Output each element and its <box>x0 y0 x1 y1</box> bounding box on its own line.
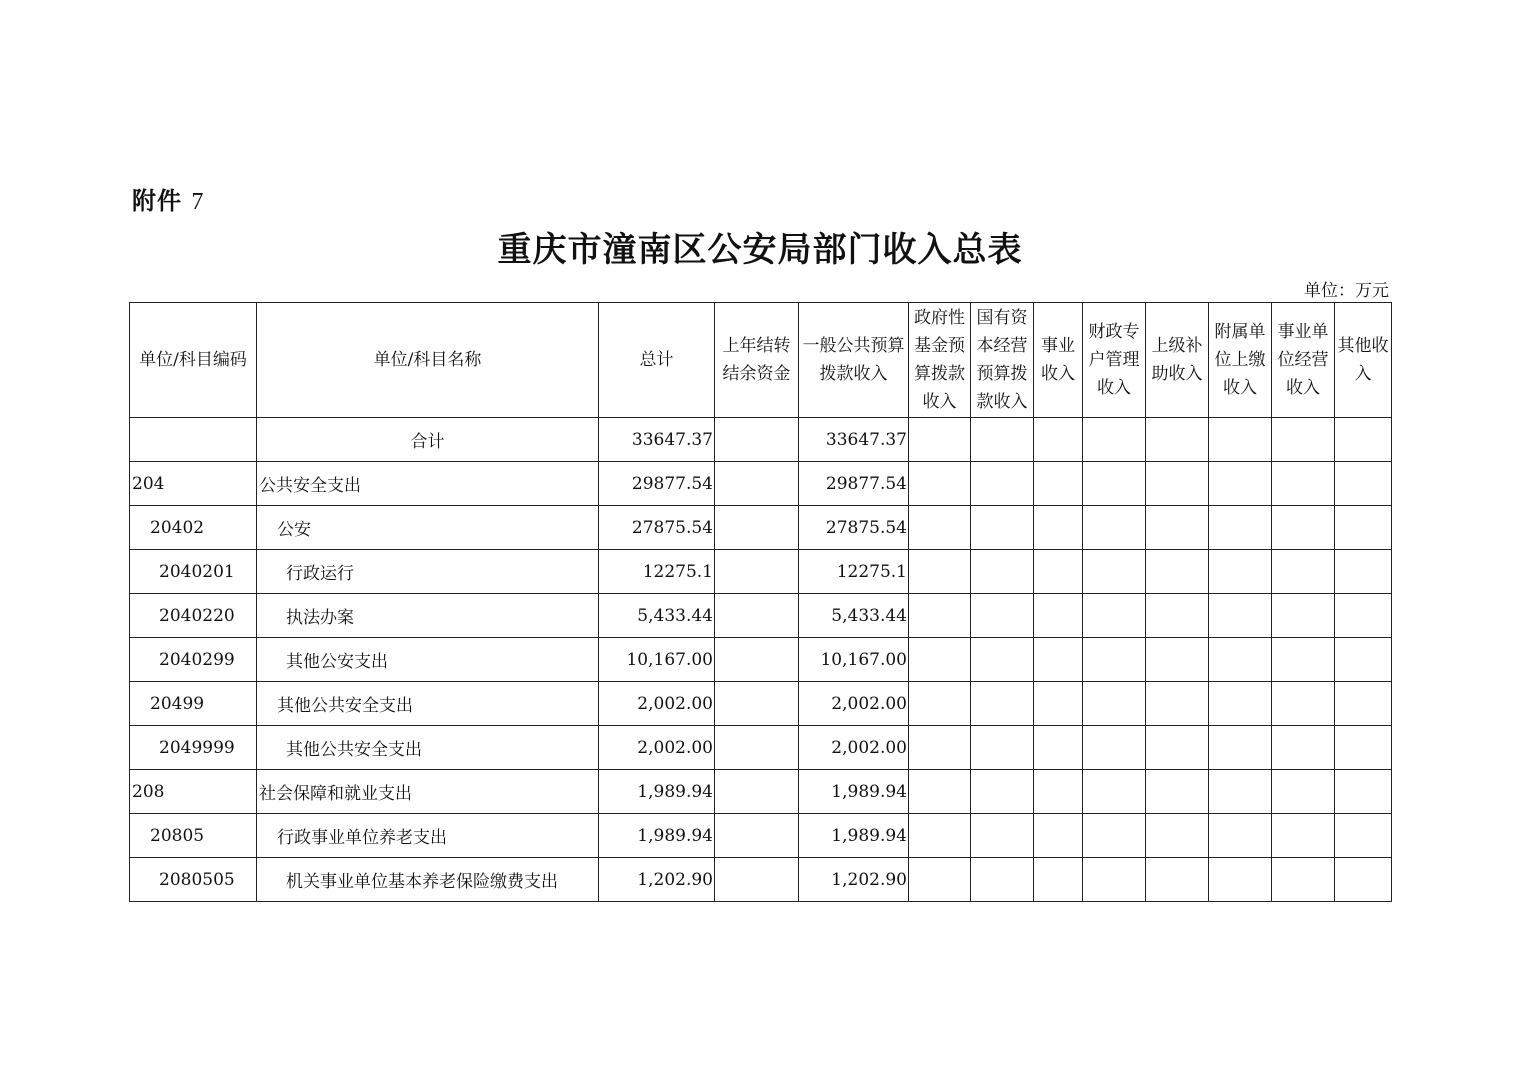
empty-cell <box>1335 418 1392 462</box>
table-row <box>130 858 1392 902</box>
table-row <box>130 594 1392 638</box>
column-header: 事业收入 <box>1034 303 1083 418</box>
row-code: 2080505 <box>130 858 257 902</box>
empty-cell <box>1209 770 1272 814</box>
empty-cell <box>971 550 1034 594</box>
empty-cell <box>1083 418 1146 462</box>
empty-cell <box>1083 726 1146 770</box>
empty-cell <box>1272 506 1335 550</box>
column-header: 总计 <box>599 303 715 418</box>
empty-cell <box>1146 418 1209 462</box>
row-code: 20805 <box>130 814 257 858</box>
empty-cell <box>1146 770 1209 814</box>
empty-cell <box>1146 594 1209 638</box>
table-row <box>130 770 1392 814</box>
column-header: 附属单位上缴收入 <box>1209 303 1272 418</box>
empty-cell <box>971 418 1034 462</box>
attachment-label: 附件 7 <box>132 187 205 215</box>
empty-cell <box>1034 506 1083 550</box>
row-total: 1,202.90 <box>599 858 715 902</box>
empty-cell <box>1034 770 1083 814</box>
empty-cell <box>909 462 971 506</box>
empty-cell <box>909 858 971 902</box>
table-row <box>130 726 1392 770</box>
row-total: 2,002.00 <box>599 726 715 770</box>
row-general: 29877.54 <box>799 462 909 506</box>
empty-cell <box>1034 814 1083 858</box>
empty-cell <box>1146 550 1209 594</box>
empty-cell <box>1335 858 1392 902</box>
empty-cell <box>1034 858 1083 902</box>
row-total: 1,989.94 <box>599 770 715 814</box>
row-code <box>130 418 257 462</box>
row-total: 5,433.44 <box>599 594 715 638</box>
row-carryover <box>715 462 799 506</box>
empty-cell <box>1083 858 1146 902</box>
row-carryover <box>715 814 799 858</box>
row-name: 公共安全支出 <box>257 462 599 506</box>
empty-cell <box>1083 638 1146 682</box>
row-general: 1,989.94 <box>799 770 909 814</box>
empty-cell <box>1083 770 1146 814</box>
empty-cell <box>971 462 1034 506</box>
empty-cell <box>1272 682 1335 726</box>
empty-cell <box>1083 594 1146 638</box>
row-name: 合计 <box>257 418 599 462</box>
empty-cell <box>1146 858 1209 902</box>
empty-cell <box>1209 506 1272 550</box>
empty-cell <box>1034 682 1083 726</box>
empty-cell <box>1209 638 1272 682</box>
table-row <box>130 418 1392 462</box>
row-carryover <box>715 726 799 770</box>
row-code: 20499 <box>130 682 257 726</box>
empty-cell <box>1272 418 1335 462</box>
empty-cell <box>1034 726 1083 770</box>
empty-cell <box>1146 506 1209 550</box>
row-general: 27875.54 <box>799 506 909 550</box>
empty-cell <box>1209 462 1272 506</box>
empty-cell <box>1083 506 1146 550</box>
empty-cell <box>909 550 971 594</box>
empty-cell <box>1146 726 1209 770</box>
empty-cell <box>1034 594 1083 638</box>
empty-cell <box>1335 550 1392 594</box>
empty-cell <box>971 638 1034 682</box>
row-carryover <box>715 550 799 594</box>
empty-cell <box>971 726 1034 770</box>
row-carryover <box>715 682 799 726</box>
row-code: 2040201 <box>130 550 257 594</box>
empty-cell <box>1034 418 1083 462</box>
row-code: 2040299 <box>130 638 257 682</box>
empty-cell <box>1335 814 1392 858</box>
row-name: 执法办案 <box>257 594 599 638</box>
empty-cell <box>971 594 1034 638</box>
empty-cell <box>1272 462 1335 506</box>
row-general: 2,002.00 <box>799 682 909 726</box>
empty-cell <box>971 506 1034 550</box>
row-carryover <box>715 594 799 638</box>
table-row <box>130 638 1392 682</box>
row-general: 5,433.44 <box>799 594 909 638</box>
row-carryover <box>715 418 799 462</box>
row-code: 208 <box>130 770 257 814</box>
row-name: 行政运行 <box>257 550 599 594</box>
empty-cell <box>1083 814 1146 858</box>
table-row <box>130 550 1392 594</box>
empty-cell <box>1335 682 1392 726</box>
row-code: 20402 <box>130 506 257 550</box>
empty-cell <box>909 770 971 814</box>
empty-cell <box>909 682 971 726</box>
empty-cell <box>971 858 1034 902</box>
row-name: 社会保障和就业支出 <box>257 770 599 814</box>
row-general: 1,989.94 <box>799 814 909 858</box>
row-general: 12275.1 <box>799 550 909 594</box>
table-row <box>130 462 1392 506</box>
empty-cell <box>1146 682 1209 726</box>
unit-label: 单位：万元 <box>1304 281 1389 301</box>
empty-cell <box>1272 858 1335 902</box>
empty-cell <box>1034 638 1083 682</box>
row-name: 其他公安支出 <box>257 638 599 682</box>
empty-cell <box>1335 462 1392 506</box>
row-total: 1,989.94 <box>599 814 715 858</box>
empty-cell <box>1209 550 1272 594</box>
empty-cell <box>1209 418 1272 462</box>
empty-cell <box>1209 726 1272 770</box>
row-carryover <box>715 770 799 814</box>
empty-cell <box>1146 814 1209 858</box>
column-header: 单位/科目编码 <box>130 303 257 418</box>
row-total: 10,167.00 <box>599 638 715 682</box>
empty-cell <box>1083 550 1146 594</box>
empty-cell <box>1272 726 1335 770</box>
row-total: 29877.54 <box>599 462 715 506</box>
empty-cell <box>1272 550 1335 594</box>
row-name: 行政事业单位养老支出 <box>257 814 599 858</box>
row-code: 204 <box>130 462 257 506</box>
column-header: 政府性基金预算拨款收入 <box>909 303 971 418</box>
table-row <box>130 682 1392 726</box>
row-total: 27875.54 <box>599 506 715 550</box>
empty-cell <box>1335 726 1392 770</box>
empty-cell <box>1034 550 1083 594</box>
table-header-row <box>130 303 1392 418</box>
empty-cell <box>909 594 971 638</box>
empty-cell <box>909 506 971 550</box>
empty-cell <box>1146 462 1209 506</box>
row-code: 2040220 <box>130 594 257 638</box>
row-general: 1,202.90 <box>799 858 909 902</box>
row-total: 2,002.00 <box>599 682 715 726</box>
empty-cell <box>1335 594 1392 638</box>
column-header: 单位/科目名称 <box>257 303 599 418</box>
empty-cell <box>1083 462 1146 506</box>
empty-cell <box>1272 814 1335 858</box>
empty-cell <box>909 418 971 462</box>
empty-cell <box>1272 638 1335 682</box>
row-general: 2,002.00 <box>799 726 909 770</box>
table-row <box>130 814 1392 858</box>
empty-cell <box>1272 594 1335 638</box>
row-carryover <box>715 506 799 550</box>
column-header: 国有资本经营预算拨款收入 <box>971 303 1034 418</box>
column-header: 事业单位经营收入 <box>1272 303 1335 418</box>
row-general: 33647.37 <box>799 418 909 462</box>
empty-cell <box>1209 682 1272 726</box>
empty-cell <box>1146 638 1209 682</box>
row-carryover <box>715 858 799 902</box>
row-code: 2049999 <box>130 726 257 770</box>
row-name: 公安 <box>257 506 599 550</box>
empty-cell <box>1272 770 1335 814</box>
page-title: 重庆市潼南区公安局部门收入总表 <box>497 230 1023 270</box>
empty-cell <box>971 682 1034 726</box>
empty-cell <box>1335 770 1392 814</box>
row-general: 10,167.00 <box>799 638 909 682</box>
table-row <box>130 506 1392 550</box>
empty-cell <box>1335 506 1392 550</box>
empty-cell <box>1335 638 1392 682</box>
empty-cell <box>1209 594 1272 638</box>
empty-cell <box>1209 814 1272 858</box>
column-header: 一般公共预算拨款收入 <box>799 303 909 418</box>
empty-cell <box>909 638 971 682</box>
empty-cell <box>909 814 971 858</box>
empty-cell <box>909 726 971 770</box>
row-name: 其他公共安全支出 <box>257 726 599 770</box>
empty-cell <box>1034 462 1083 506</box>
empty-cell <box>1083 682 1146 726</box>
column-header: 其他收入 <box>1335 303 1392 418</box>
empty-cell <box>971 814 1034 858</box>
empty-cell <box>1209 858 1272 902</box>
column-header: 上级补助收入 <box>1146 303 1209 418</box>
column-header: 财政专户管理收入 <box>1083 303 1146 418</box>
row-name: 机关事业单位基本养老保险缴费支出 <box>257 858 599 902</box>
row-carryover <box>715 638 799 682</box>
row-total: 12275.1 <box>599 550 715 594</box>
income-summary-table <box>129 302 1392 902</box>
row-name: 其他公共安全支出 <box>257 682 599 726</box>
empty-cell <box>971 770 1034 814</box>
row-total: 33647.37 <box>599 418 715 462</box>
column-header: 上年结转结余资金 <box>715 303 799 418</box>
